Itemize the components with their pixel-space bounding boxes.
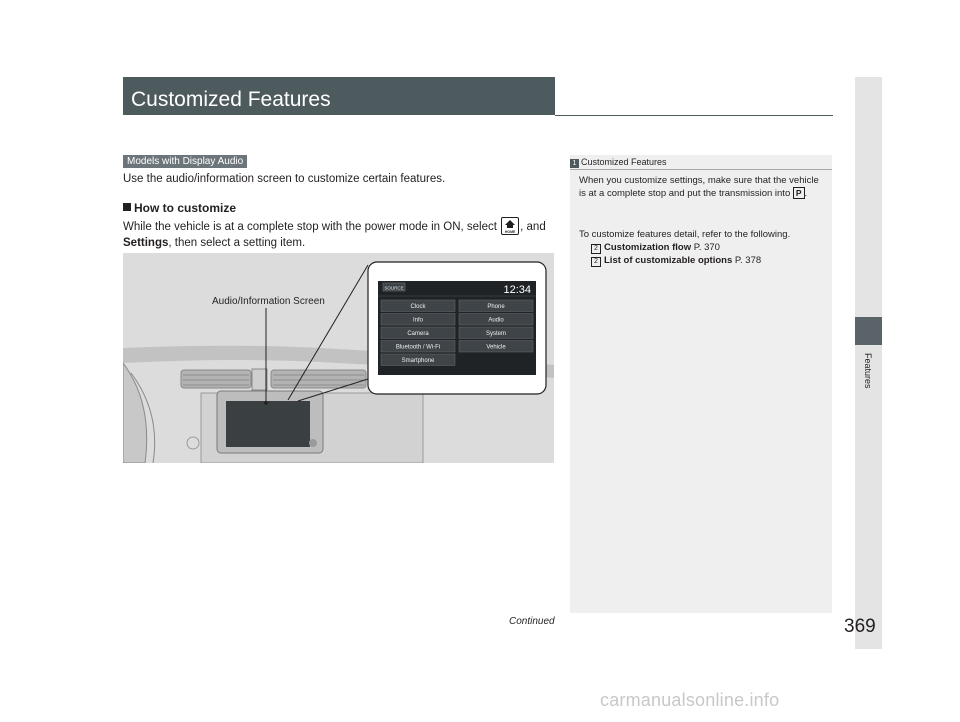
dashboard-illustration xyxy=(123,253,554,463)
screen-menu-button-label: Smartphone xyxy=(401,358,435,365)
reference-label: Customization flow xyxy=(604,242,692,253)
screen-menu-button-label: Camera xyxy=(407,331,429,338)
how-to-text-after: , and xyxy=(520,221,546,233)
side-tab-marker xyxy=(855,317,882,345)
page-number: 369 xyxy=(844,616,876,637)
home-key-label: HOME xyxy=(504,230,516,234)
reference-link-customizable-options[interactable] xyxy=(591,254,761,267)
reference-page: P. 370 xyxy=(693,242,720,253)
model-badge: Models with Display Audio xyxy=(123,155,247,168)
how-to-heading-text: How to customize xyxy=(134,201,237,215)
screen-time: 12:34 xyxy=(503,284,531,296)
watermark: carmanualsonline.info xyxy=(600,690,780,710)
screen-menu-button-label: Audio xyxy=(488,317,504,324)
title-rule xyxy=(555,115,833,116)
continued-label: Continued xyxy=(509,616,555,627)
page-title: Customized Features xyxy=(131,88,331,111)
dashboard-drawing xyxy=(123,253,554,463)
how-to-heading xyxy=(123,201,236,215)
note-paragraph-2: To customize features detail, refer to the following. xyxy=(579,229,791,240)
how-to-text-end: , then select a setting item. xyxy=(168,237,306,249)
note-heading-text: Customized Features xyxy=(581,157,667,167)
screen-menu-button-label: Clock xyxy=(410,304,426,311)
note-rule xyxy=(570,169,832,170)
note-number-icon: 1 xyxy=(570,159,579,168)
screen-menu-button-label: Info xyxy=(412,317,424,324)
square-bullet-icon xyxy=(123,203,131,211)
screen-menu-button-label: Phone xyxy=(487,304,505,311)
how-to-paragraph xyxy=(123,217,563,251)
settings-word: Settings xyxy=(123,237,169,249)
home-icon xyxy=(501,217,519,235)
callout-label: Audio/Information Screen xyxy=(212,296,325,307)
section-tab-label: Features xyxy=(863,353,873,389)
side-tab-upper xyxy=(855,77,882,317)
reference-link-customization-flow[interactable] xyxy=(591,241,720,254)
screen-source-button: SOURCE xyxy=(384,285,404,291)
reference-page: P. 378 xyxy=(734,255,762,266)
screen-menu-button-label: System xyxy=(485,331,507,338)
note-paragraph-1-end: . xyxy=(804,188,808,199)
note-paragraph-1 xyxy=(579,174,824,200)
intro-text: Use the audio/information screen to customize certain features. xyxy=(123,173,446,185)
park-key-icon: P xyxy=(793,187,805,199)
how-to-text-before: While the vehicle is at a complete stop with the power mode in ON, select xyxy=(123,221,497,233)
reference-label: List of customizable options xyxy=(604,255,733,266)
note-paragraph-1-text: When you customize settings, make sure that the vehicle is at a complete stop and put the transmission into xyxy=(579,175,819,199)
reference-arrow-icon: 2 xyxy=(591,257,601,267)
note-heading xyxy=(570,156,832,168)
note-panel xyxy=(570,155,832,613)
reference-arrow-icon: 2 xyxy=(591,244,601,254)
screen-menu-button-label: Bluetooth / Wi-Fi xyxy=(395,344,441,351)
screen-menu-button-label: Vehicle xyxy=(486,344,506,351)
